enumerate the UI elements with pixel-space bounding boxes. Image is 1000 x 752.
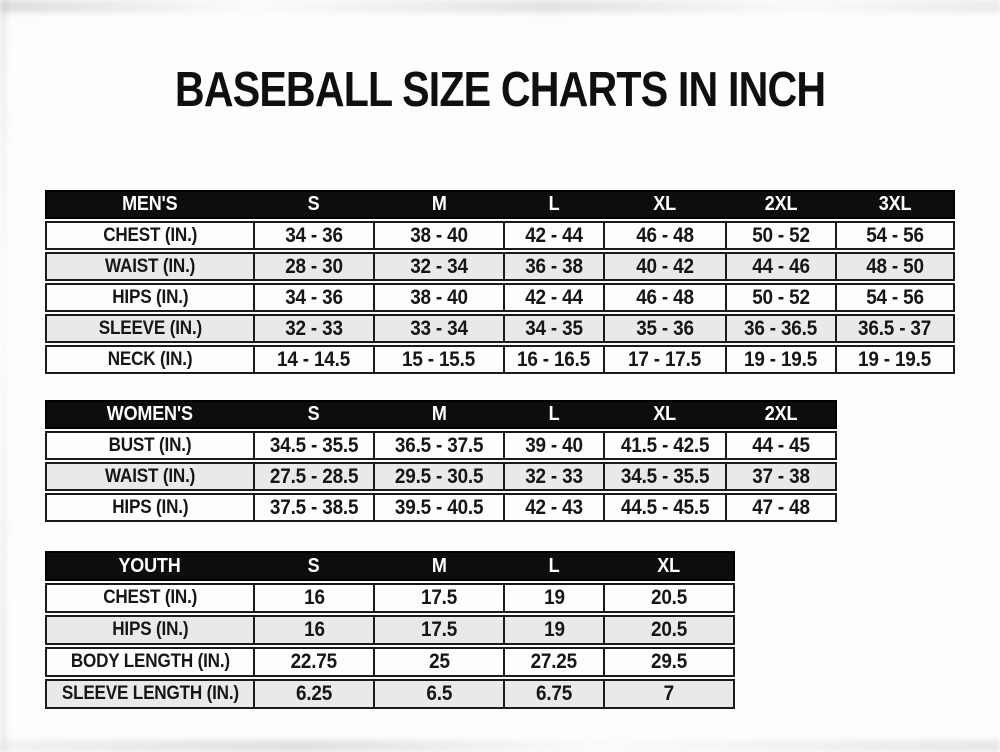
table-title-cell [47, 553, 253, 579]
table-header-row [45, 400, 837, 429]
cell-text: SLEEVE (IN.) [98, 317, 202, 339]
table-row [45, 252, 955, 281]
data-cell [373, 347, 503, 372]
cell-text: NECK (IN.) [107, 348, 193, 370]
data-cell [603, 223, 725, 248]
cell-text: 34 - 36 [285, 223, 343, 247]
cell-text: S [308, 403, 320, 425]
cell-text: 15 - 15.5 [402, 347, 476, 371]
page-title [0, 62, 1000, 118]
data-cell [503, 347, 603, 372]
table-row [45, 431, 837, 460]
cell-text: WOMEN'S [106, 403, 194, 425]
cell-text: 46 - 48 [636, 285, 694, 309]
size-header-cell [603, 402, 725, 427]
cell-text: 22.75 [290, 650, 338, 673]
data-cell [603, 316, 725, 341]
cell-text: 54 - 56 [866, 285, 924, 309]
cell-text: 50 - 52 [752, 223, 810, 247]
cell-text: 19 [543, 586, 565, 609]
table-row [45, 345, 955, 374]
cell-text: 40 - 42 [636, 254, 694, 278]
cell-text: S [308, 193, 320, 215]
mens-size-table [45, 190, 955, 376]
data-cell [835, 223, 953, 248]
data-cell [253, 285, 373, 310]
cell-text: 42 - 43 [525, 495, 583, 519]
cell-text: L [548, 554, 560, 577]
data-cell [253, 649, 373, 675]
table-row [45, 583, 735, 613]
row-label-cell [47, 316, 253, 341]
data-cell [373, 316, 503, 341]
cell-text: 39 - 40 [525, 433, 583, 457]
table-row [45, 221, 955, 250]
cell-text: 32 - 33 [525, 464, 583, 488]
cell-text: 16 [303, 586, 325, 609]
cell-text: 29.5 [650, 650, 688, 673]
data-cell [603, 495, 725, 520]
cell-text: 42 - 44 [525, 223, 583, 247]
data-cell [373, 464, 503, 489]
cell-text: 41.5 - 42.5 [620, 433, 710, 457]
data-cell [373, 433, 503, 458]
row-label-cell [47, 495, 253, 520]
data-cell [725, 464, 835, 489]
row-label-cell [47, 649, 253, 675]
data-cell [253, 617, 373, 643]
cell-text: 17.5 [420, 586, 458, 609]
cell-text: 17 - 17.5 [628, 347, 702, 371]
page-title-text: BASEBALL SIZE CHARTS IN INCH [174, 63, 826, 117]
womens-size-table [45, 400, 837, 524]
size-header-cell [373, 402, 503, 427]
cell-text: M [431, 403, 447, 425]
row-label-cell [47, 347, 253, 372]
data-cell [253, 347, 373, 372]
table-row [45, 679, 735, 709]
data-cell [253, 316, 373, 341]
cell-text: XL [657, 554, 681, 577]
data-cell [603, 617, 733, 643]
data-cell [373, 649, 503, 675]
cell-text: HIPS (IN.) [111, 286, 189, 308]
row-label-cell [47, 254, 253, 279]
cell-text: YOUTH [118, 554, 182, 577]
cell-text: 48 - 50 [866, 254, 924, 278]
cell-text: BUST (IN.) [108, 434, 192, 456]
size-header-cell [603, 192, 725, 217]
data-cell [603, 585, 733, 611]
cell-text: 6.75 [535, 682, 573, 705]
cell-text: 34.5 - 35.5 [620, 464, 710, 488]
size-header-cell [603, 553, 733, 579]
cell-text: 3XL [878, 193, 912, 215]
cell-text: 16 - 16.5 [517, 347, 591, 371]
cell-text: HIPS (IN.) [111, 619, 189, 640]
data-cell [835, 316, 953, 341]
cell-text: 37.5 - 38.5 [269, 495, 359, 519]
cell-text: 25 [428, 650, 450, 673]
data-cell [503, 433, 603, 458]
cell-text: M [431, 193, 447, 215]
cell-text: 34.5 - 35.5 [269, 433, 359, 457]
data-cell [725, 316, 835, 341]
cell-text: 19 [543, 618, 565, 641]
cell-text: 44 - 45 [752, 433, 810, 457]
cell-text: XL [653, 403, 677, 425]
data-cell [373, 223, 503, 248]
table-row [45, 615, 735, 645]
table-row [45, 647, 735, 677]
data-cell [503, 649, 603, 675]
data-cell [603, 285, 725, 310]
data-cell [253, 433, 373, 458]
cell-text: WAIST (IN.) [104, 465, 196, 487]
data-cell [253, 464, 373, 489]
data-cell [603, 681, 733, 707]
cell-text: 17.5 [420, 618, 458, 641]
cell-text: 54 - 56 [866, 223, 924, 247]
data-cell [503, 316, 603, 341]
data-cell [253, 585, 373, 611]
cell-text: WAIST (IN.) [104, 255, 196, 277]
row-label-cell [47, 464, 253, 489]
cell-text: 38 - 40 [410, 223, 468, 247]
cell-text: MEN'S [122, 193, 178, 215]
size-header-cell [725, 402, 835, 427]
cell-text: 35 - 36 [636, 316, 694, 340]
cell-text: M [431, 554, 447, 577]
scan-artifact-bottom [0, 740, 1000, 752]
data-cell [725, 285, 835, 310]
row-label-cell [47, 223, 253, 248]
cell-text: CHEST (IN.) [103, 224, 197, 246]
cell-text: 6.5 [426, 682, 452, 705]
cell-text: 32 - 34 [410, 254, 468, 278]
data-cell [253, 681, 373, 707]
row-label-cell [47, 617, 253, 643]
table-header-row [45, 190, 955, 219]
cell-text: 36.5 - 37.5 [394, 433, 484, 457]
size-header-cell [373, 553, 503, 579]
data-cell [373, 495, 503, 520]
cell-text: 34 - 35 [525, 316, 583, 340]
cell-text: HIPS (IN.) [111, 496, 189, 518]
row-label-cell [47, 585, 253, 611]
data-cell [835, 347, 953, 372]
size-header-cell [503, 553, 603, 579]
cell-text: 29.5 - 30.5 [394, 464, 484, 488]
data-cell [253, 254, 373, 279]
data-cell [373, 681, 503, 707]
cell-text: 19 - 19.5 [744, 347, 818, 371]
cell-text: L [548, 403, 560, 425]
size-header-cell [725, 192, 835, 217]
cell-text: 39.5 - 40.5 [394, 495, 484, 519]
data-cell [503, 285, 603, 310]
cell-text: 34 - 36 [285, 285, 343, 309]
table-title-cell [47, 402, 253, 427]
cell-text: 27.25 [530, 650, 578, 673]
table-header-row [45, 551, 735, 581]
size-header-cell [503, 402, 603, 427]
cell-text: S [308, 554, 320, 577]
data-cell [373, 254, 503, 279]
data-cell [373, 617, 503, 643]
cell-text: 7 [663, 682, 675, 705]
data-cell [725, 223, 835, 248]
data-cell [253, 223, 373, 248]
cell-text: 27.5 - 28.5 [269, 464, 359, 488]
size-header-cell [253, 402, 373, 427]
cell-text: SLEEVE LENGTH (IN.) [61, 683, 239, 704]
cell-text: 19 - 19.5 [858, 347, 932, 371]
table-row [45, 283, 955, 312]
cell-text: XL [653, 193, 677, 215]
data-cell [373, 285, 503, 310]
table-row [45, 493, 837, 522]
data-cell [503, 681, 603, 707]
data-cell [373, 585, 503, 611]
cell-text: 50 - 52 [752, 285, 810, 309]
cell-text: 2XL [764, 403, 798, 425]
data-cell [603, 649, 733, 675]
data-cell [503, 223, 603, 248]
cell-text: 6.25 [295, 682, 333, 705]
data-cell [503, 617, 603, 643]
cell-text: 44.5 - 45.5 [620, 495, 710, 519]
cell-text: CHEST (IN.) [103, 587, 197, 608]
data-cell [503, 254, 603, 279]
cell-text: 36.5 - 37 [858, 316, 932, 340]
data-cell [603, 254, 725, 279]
data-cell [835, 254, 953, 279]
table-row [45, 314, 955, 343]
data-cell [253, 495, 373, 520]
cell-text: BODY LENGTH (IN.) [70, 651, 230, 672]
row-label-cell [47, 285, 253, 310]
data-cell [603, 347, 725, 372]
cell-text: 38 - 40 [410, 285, 468, 309]
data-cell [503, 495, 603, 520]
data-cell [725, 495, 835, 520]
data-cell [503, 585, 603, 611]
row-label-cell [47, 681, 253, 707]
cell-text: 36 - 38 [525, 254, 583, 278]
table-title-cell [47, 192, 253, 217]
data-cell [835, 285, 953, 310]
cell-text: 47 - 48 [752, 495, 810, 519]
table-row [45, 462, 837, 491]
cell-text: 33 - 34 [410, 316, 468, 340]
size-header-cell [253, 192, 373, 217]
cell-text: 32 - 33 [285, 316, 343, 340]
cell-text: 14 - 14.5 [277, 347, 351, 371]
youth-size-table [45, 551, 735, 711]
cell-text: 20.5 [650, 618, 688, 641]
cell-text: 2XL [764, 193, 798, 215]
cell-text: 36 - 36.5 [744, 316, 818, 340]
size-header-cell [835, 192, 953, 217]
cell-text: L [548, 193, 560, 215]
row-label-cell [47, 433, 253, 458]
data-cell [603, 464, 725, 489]
data-cell [725, 254, 835, 279]
scan-artifact-top [0, 0, 1000, 13]
data-cell [503, 464, 603, 489]
cell-text: 37 - 38 [752, 464, 810, 488]
data-cell [725, 433, 835, 458]
data-cell [603, 433, 725, 458]
cell-text: 44 - 46 [752, 254, 810, 278]
data-cell [725, 347, 835, 372]
cell-text: 16 [303, 618, 325, 641]
size-header-cell [253, 553, 373, 579]
cell-text: 42 - 44 [525, 285, 583, 309]
cell-text: 20.5 [650, 586, 688, 609]
cell-text: 28 - 30 [285, 254, 343, 278]
size-header-cell [503, 192, 603, 217]
size-header-cell [373, 192, 503, 217]
cell-text: 46 - 48 [636, 223, 694, 247]
